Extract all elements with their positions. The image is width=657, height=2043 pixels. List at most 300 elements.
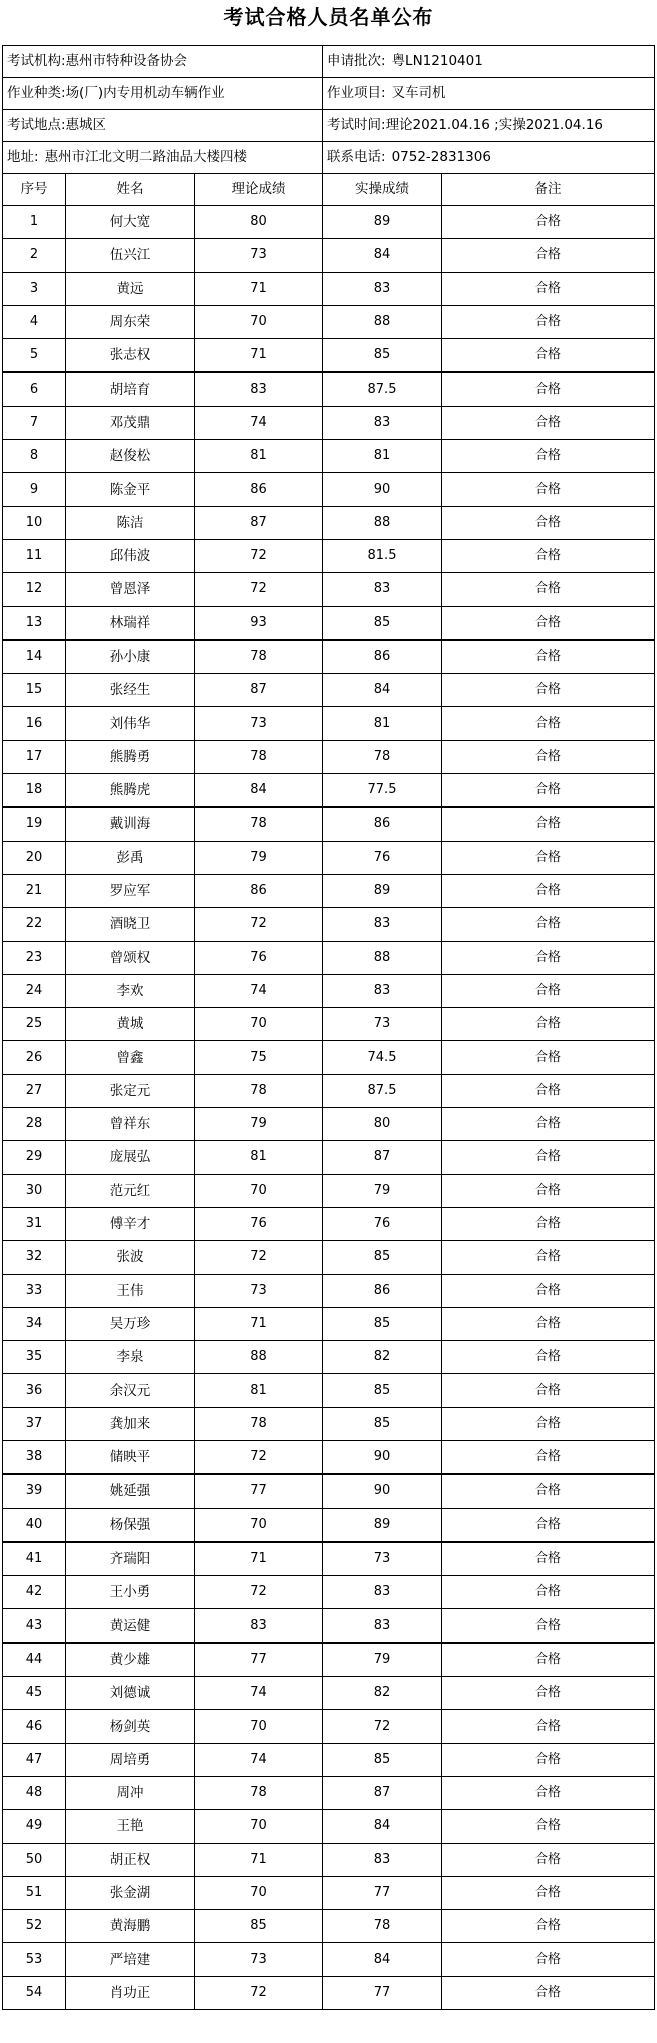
theory-score-cell: 74 [195,974,323,1007]
practice-score-cell: 76 [323,1207,442,1240]
table-row [3,1643,655,1677]
col-header-name: 姓名 [66,174,195,206]
theory-score-cell: 72 [195,1241,323,1274]
theory-score-cell: 71 [195,272,323,305]
remark-cell: 合格 [442,1041,655,1074]
theory-score-cell: 70 [195,1008,323,1041]
remark-cell: 合格 [442,1976,655,2009]
theory-score-cell: 85 [195,1910,323,1943]
practice-score-cell: 86 [323,1274,442,1307]
seq-cell: 48 [3,1776,66,1809]
table-row [3,941,655,974]
practice-score-cell: 83 [323,1843,442,1876]
table-row [3,1341,655,1374]
name-cell: 曾颂权 [66,941,195,974]
remark-cell: 合格 [442,1943,655,1976]
practice-score-cell: 89 [323,874,442,907]
seq-cell: 32 [3,1241,66,1274]
name-cell: 周冲 [66,1776,195,1809]
theory-score-cell: 78 [195,740,323,773]
col-header-theory: 理论成绩 [195,174,323,206]
name-cell: 胡正权 [66,1843,195,1876]
practice-score-cell: 77 [323,1976,442,2009]
seq-cell: 43 [3,1609,66,1643]
address-label: 地址: [7,149,39,165]
practice-score-cell: 84 [323,1810,442,1843]
table-row [3,1609,655,1643]
name-cell: 伍兴江 [66,239,195,272]
name-cell: 熊腾虎 [66,774,195,808]
exam-place [3,110,323,142]
practice-score-cell: 90 [323,1440,442,1474]
practice-score-cell: 83 [323,908,442,941]
table-row [3,272,655,305]
remark-cell: 合格 [442,1108,655,1141]
practice-score-cell: 85 [323,1407,442,1440]
practice-score-cell: 88 [323,941,442,974]
remark-cell: 合格 [442,841,655,874]
theory-score-cell: 70 [195,1174,323,1207]
remark-cell: 合格 [442,1876,655,1909]
name-cell: 曾恩泽 [66,573,195,606]
seq-cell: 35 [3,1341,66,1374]
name-cell: 吴万珍 [66,1307,195,1340]
table-row [3,1241,655,1274]
exam-time [323,110,655,142]
table-row [3,1174,655,1207]
table-row [3,573,655,606]
seq-cell: 22 [3,908,66,941]
name-cell: 范元红 [66,1174,195,1207]
practice-score-cell: 87.5 [323,1074,442,1107]
practice-score-cell: 80 [323,1108,442,1141]
table-row [3,674,655,707]
theory-score-cell: 83 [195,372,323,406]
table-row [3,1943,655,1976]
seq-cell: 20 [3,841,66,874]
name-cell: 刘德诚 [66,1677,195,1710]
practice-score-cell: 76 [323,841,442,874]
remark-cell: 合格 [442,1542,655,1576]
practice-score-cell: 78 [323,1910,442,1943]
name-cell: 彭禹 [66,841,195,874]
name-cell: 庞展弘 [66,1141,195,1174]
table-row [3,1307,655,1340]
remark-cell: 合格 [442,1474,655,1508]
seq-cell: 24 [3,974,66,1007]
remark-cell: 合格 [442,473,655,506]
remark-cell: 合格 [442,1843,655,1876]
table-row [3,1976,655,2009]
table-row [3,305,655,338]
practice-score-cell: 73 [323,1542,442,1576]
table-row [3,506,655,539]
practice-score-cell: 79 [323,1643,442,1677]
seq-cell: 8 [3,440,66,473]
remark-cell: 合格 [442,1776,655,1809]
name-cell: 曾鑫 [66,1041,195,1074]
practice-score-cell: 85 [323,606,442,640]
name-cell: 李泉 [66,1341,195,1374]
practice-score-cell: 73 [323,1008,442,1041]
table-row [3,1074,655,1107]
name-cell: 陈金平 [66,473,195,506]
name-cell: 姚延强 [66,1474,195,1508]
practice-score-cell: 72 [323,1710,442,1743]
seq-cell: 23 [3,941,66,974]
table-row [3,1407,655,1440]
name-cell: 张经生 [66,674,195,707]
theory-score-cell: 77 [195,1643,323,1677]
table-row [3,473,655,506]
page-title: 考试合格人员名单公布 [223,5,434,29]
seq-cell: 51 [3,1876,66,1909]
remark-cell: 合格 [442,1174,655,1207]
name-cell: 曾祥东 [66,1108,195,1141]
name-cell: 黄远 [66,272,195,305]
seq-cell: 25 [3,1008,66,1041]
remark-cell: 合格 [442,1074,655,1107]
theory-score-cell: 71 [195,1843,323,1876]
seq-cell: 9 [3,473,66,506]
info-section [3,46,655,174]
apply-batch-value: 粤LN1210401 [391,53,483,69]
practice-score-cell: 87 [323,1776,442,1809]
remark-cell: 合格 [442,305,655,338]
practice-score-cell: 90 [323,1474,442,1508]
table-row [3,1776,655,1809]
name-cell: 周东荣 [66,305,195,338]
table-row [3,239,655,272]
practice-score-cell: 83 [323,1609,442,1643]
work-item-label: 作业项目: [327,85,386,101]
seq-cell: 40 [3,1508,66,1542]
table-row [3,1374,655,1407]
table-row [3,1910,655,1943]
seq-cell: 19 [3,807,66,841]
seq-cell: 33 [3,1274,66,1307]
work-type-value: 场(厂)内专用机动车辆作业 [65,85,225,101]
table-row [3,1576,655,1609]
remark-cell: 合格 [442,1910,655,1943]
remark-cell: 合格 [442,1440,655,1474]
seq-cell: 14 [3,640,66,674]
seq-cell: 17 [3,740,66,773]
table-row [3,1474,655,1508]
remark-cell: 合格 [442,1374,655,1407]
practice-score-cell: 83 [323,1576,442,1609]
seq-cell: 12 [3,573,66,606]
table-row [3,1508,655,1542]
info-row [3,142,655,174]
remark-cell: 合格 [442,1307,655,1340]
table-row [3,640,655,674]
practice-score-cell: 79 [323,1174,442,1207]
exam-org-label: 考试机构: [7,53,66,69]
remark-cell: 合格 [442,1274,655,1307]
name-cell: 李欢 [66,974,195,1007]
seq-cell: 5 [3,339,66,373]
table-row [3,807,655,841]
name-cell: 张金湖 [66,1876,195,1909]
seq-cell: 36 [3,1374,66,1407]
table-row [3,841,655,874]
seq-cell: 3 [3,272,66,305]
practice-score-cell: 85 [323,1307,442,1340]
name-cell: 何大宽 [66,206,195,239]
table-row [3,1141,655,1174]
theory-score-cell: 70 [195,1710,323,1743]
seq-cell: 45 [3,1677,66,1710]
practice-score-cell: 82 [323,1677,442,1710]
remark-cell: 合格 [442,740,655,773]
practice-score-cell: 83 [323,406,442,439]
remark-cell: 合格 [442,239,655,272]
practice-score-cell: 86 [323,807,442,841]
name-cell: 胡培育 [66,372,195,406]
remark-cell: 合格 [442,1576,655,1609]
info-row [3,78,655,110]
practice-score-cell: 88 [323,305,442,338]
name-cell: 张定元 [66,1074,195,1107]
name-cell: 储映平 [66,1440,195,1474]
remark-cell: 合格 [442,1008,655,1041]
seq-cell: 26 [3,1041,66,1074]
practice-score-cell: 87 [323,1141,442,1174]
seq-cell: 47 [3,1743,66,1776]
remark-cell: 合格 [442,908,655,941]
header-row [3,174,655,206]
remark-cell: 合格 [442,506,655,539]
theory-score-cell: 83 [195,1609,323,1643]
practice-score-cell: 81.5 [323,539,442,572]
seq-cell: 31 [3,1207,66,1240]
practice-score-cell: 85 [323,339,442,373]
seq-cell: 34 [3,1307,66,1340]
apply-batch [323,46,655,78]
name-cell: 余汉元 [66,1374,195,1407]
theory-score-cell: 77 [195,1474,323,1508]
practice-score-cell: 84 [323,1943,442,1976]
seq-cell: 27 [3,1074,66,1107]
name-cell: 酒晓卫 [66,908,195,941]
seq-cell: 16 [3,707,66,740]
remark-cell: 合格 [442,339,655,373]
seq-cell: 41 [3,1542,66,1576]
name-cell: 王伟 [66,1274,195,1307]
name-cell: 赵俊松 [66,440,195,473]
table-row [3,1710,655,1743]
seq-cell: 4 [3,305,66,338]
theory-score-cell: 81 [195,440,323,473]
theory-score-cell: 73 [195,707,323,740]
seq-cell: 46 [3,1710,66,1743]
remark-cell: 合格 [442,807,655,841]
table-row [3,1274,655,1307]
theory-score-cell: 72 [195,1976,323,2009]
practice-score-cell: 90 [323,473,442,506]
seq-cell: 11 [3,539,66,572]
seq-cell: 53 [3,1943,66,1976]
remark-cell: 合格 [442,1207,655,1240]
theory-score-cell: 72 [195,573,323,606]
name-cell: 杨剑英 [66,1710,195,1743]
theory-score-cell: 88 [195,1341,323,1374]
name-cell: 黄少雄 [66,1643,195,1677]
remark-cell: 合格 [442,1241,655,1274]
table-row [3,1440,655,1474]
table-row [3,1207,655,1240]
theory-score-cell: 78 [195,1407,323,1440]
table-row [3,206,655,239]
remark-cell: 合格 [442,272,655,305]
info-row [3,110,655,142]
theory-score-cell: 71 [195,1542,323,1576]
practice-score-cell: 81 [323,440,442,473]
table-body [3,206,655,2010]
theory-score-cell: 81 [195,1374,323,1407]
seq-cell: 10 [3,506,66,539]
theory-score-cell: 78 [195,640,323,674]
practice-score-cell: 89 [323,206,442,239]
remark-cell: 合格 [442,674,655,707]
name-cell: 邓茂鼎 [66,406,195,439]
practice-score-cell: 77 [323,1876,442,1909]
theory-score-cell: 73 [195,1943,323,1976]
table-row [3,1677,655,1710]
practice-score-cell: 78 [323,740,442,773]
name-cell: 张志权 [66,339,195,373]
name-cell: 王艳 [66,1810,195,1843]
remark-cell: 合格 [442,1407,655,1440]
practice-score-cell: 86 [323,640,442,674]
practice-score-cell: 89 [323,1508,442,1542]
remark-cell: 合格 [442,1141,655,1174]
theory-score-cell: 71 [195,339,323,373]
practice-score-cell: 85 [323,1743,442,1776]
table-row [3,1041,655,1074]
theory-score-cell: 84 [195,774,323,808]
seq-cell: 13 [3,606,66,640]
name-cell: 张波 [66,1241,195,1274]
theory-score-cell: 87 [195,674,323,707]
remark-cell: 合格 [442,1508,655,1542]
remark-cell: 合格 [442,440,655,473]
theory-score-cell: 86 [195,473,323,506]
remark-cell: 合格 [442,206,655,239]
seq-cell: 39 [3,1474,66,1508]
seq-cell: 15 [3,674,66,707]
practice-score-cell: 77.5 [323,774,442,808]
seq-cell: 44 [3,1643,66,1677]
practice-score-cell: 82 [323,1341,442,1374]
table-row [3,406,655,439]
name-cell: 戴训海 [66,807,195,841]
table-row [3,440,655,473]
name-cell: 陈洁 [66,506,195,539]
table-row [3,1108,655,1141]
remark-cell: 合格 [442,406,655,439]
table-row [3,1810,655,1843]
seq-cell: 7 [3,406,66,439]
seq-cell: 38 [3,1440,66,1474]
table-row [3,1843,655,1876]
theory-score-cell: 74 [195,1677,323,1710]
theory-score-cell: 78 [195,1776,323,1809]
name-cell: 刘伟华 [66,707,195,740]
table-row [3,539,655,572]
name-cell: 熊腾勇 [66,740,195,773]
col-header-seq: 序号 [3,174,66,206]
table-row [3,1876,655,1909]
seq-cell: 30 [3,1174,66,1207]
name-cell: 肖功正 [66,1976,195,2009]
theory-score-cell: 73 [195,1274,323,1307]
theory-score-cell: 72 [195,908,323,941]
practice-score-cell: 83 [323,272,442,305]
remark-cell: 合格 [442,1609,655,1643]
table-row [3,1743,655,1776]
seq-cell: 1 [3,206,66,239]
remark-cell: 合格 [442,707,655,740]
seq-cell: 42 [3,1576,66,1609]
theory-score-cell: 70 [195,305,323,338]
apply-batch-label: 申请批次: [327,53,386,69]
name-cell: 邱伟波 [66,539,195,572]
theory-score-cell: 70 [195,1876,323,1909]
exam-time-label: 考试时间: [327,117,386,133]
remark-cell: 合格 [442,1810,655,1843]
theory-score-cell: 80 [195,206,323,239]
practice-score-cell: 84 [323,674,442,707]
remark-cell: 合格 [442,1643,655,1677]
remark-cell: 合格 [442,573,655,606]
remark-cell: 合格 [442,372,655,406]
theory-score-cell: 93 [195,606,323,640]
name-cell: 孙小康 [66,640,195,674]
seq-cell: 2 [3,239,66,272]
name-cell: 周培勇 [66,1743,195,1776]
work-item-value: 叉车司机 [391,85,446,101]
theory-score-cell: 87 [195,506,323,539]
remark-cell: 合格 [442,774,655,808]
name-cell: 杨保强 [66,1508,195,1542]
name-cell: 王小勇 [66,1576,195,1609]
exam-org-value: 惠州市特种设备协会 [65,53,188,69]
theory-score-cell: 86 [195,874,323,907]
name-cell: 龚加来 [66,1407,195,1440]
practice-score-cell: 85 [323,1241,442,1274]
theory-score-cell: 70 [195,1508,323,1542]
theory-score-cell: 72 [195,539,323,572]
name-cell: 罗应军 [66,874,195,907]
table-row [3,1008,655,1041]
table-row [3,874,655,907]
remark-cell: 合格 [442,874,655,907]
theory-score-cell: 74 [195,406,323,439]
theory-score-cell: 73 [195,239,323,272]
name-cell: 黄城 [66,1008,195,1041]
remark-cell: 合格 [442,941,655,974]
practice-score-cell: 87.5 [323,372,442,406]
seq-cell: 52 [3,1910,66,1943]
theory-score-cell: 78 [195,807,323,841]
practice-score-cell: 88 [323,506,442,539]
address-value: 惠州市江北文明二路油品大楼四楼 [44,149,248,165]
practice-score-cell: 83 [323,974,442,1007]
seq-cell: 29 [3,1141,66,1174]
results-table [2,45,655,2010]
